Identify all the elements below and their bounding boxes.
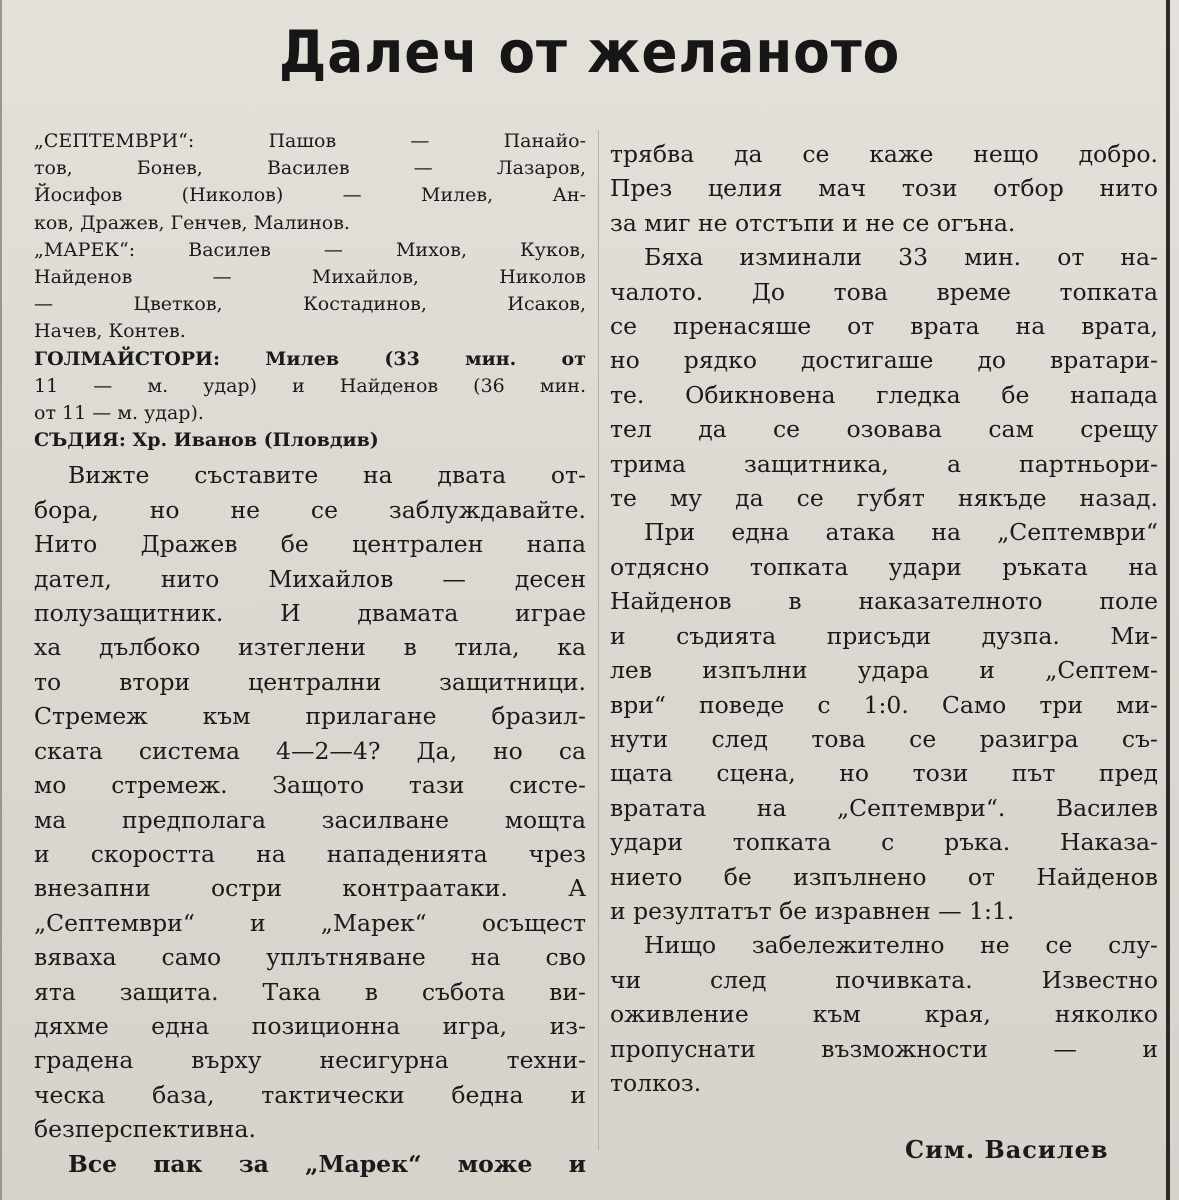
body-line: вяваха само уплътняване на сво [34, 943, 586, 972]
body-line: бора, но не се заблуждавайте. [34, 495, 586, 524]
lineup-line: тов, Бонев, Василев — Лазаров, [34, 157, 586, 180]
lineup-block [34, 128, 586, 454]
body-line: внезапни остри контраатаки. А [34, 874, 586, 903]
left-column [34, 128, 586, 1181]
headline: Далеч от желаното [278, 18, 901, 86]
body-line: оживление към края, няколко [610, 1000, 1158, 1029]
body-line: но рядко достигаше до вратари- [610, 346, 1158, 375]
lineup-line: Йосифов (Николов) — Милев, Ан- [34, 184, 586, 207]
body-line: чалото. До това време топката [610, 277, 1158, 306]
body-line: и резултатът бе изравнен — 1:1. [610, 896, 1015, 925]
lineup-line: Найденов — Михайлов, Николов [34, 266, 586, 289]
body-line: те. Обикновена гледка бе напада [610, 380, 1158, 409]
body-line: трима защитника, а партньори- [610, 449, 1158, 478]
body-line: ври“ поведе с 1:0. Само три ми- [610, 690, 1158, 719]
body-line: полузащитник. И двамата играе [34, 599, 586, 628]
scorers-line: ГОЛМАЙСТОРИ: Милев (33 мин. от [34, 347, 586, 370]
body-line: удари топката с ръка. Наказа- [610, 828, 1158, 857]
body-line: се пренасяше от врата на врата, [610, 312, 1158, 341]
body-line: Вижте съставите на двата от- [68, 461, 586, 490]
body-line: трябва да се каже нещо добро. [610, 140, 1158, 168]
body-line: През целия мач този отбор нито [610, 174, 1158, 203]
body-line: щата сцена, но този път пред [610, 759, 1158, 788]
body-line: нути след това се разигра съ- [610, 724, 1158, 753]
body-line: мо стремеж. Защото тази систе- [34, 771, 586, 800]
body-line: „Септември“ и „Марек“ осъщест [34, 908, 586, 937]
lineup-line: — Цветков, Костадинов, Исаков, [34, 293, 586, 316]
right-column-rule [1166, 0, 1170, 1200]
body-line: нието бе изпълнено от Найденов [610, 862, 1158, 891]
body-line: безперспективна. [34, 1115, 256, 1144]
body-line: дяхме една позиционна игра, из- [34, 1011, 586, 1040]
lineup-line: Начев, Контев. [34, 320, 186, 343]
body-line: тел да се озовава сам срещу [610, 415, 1158, 444]
scorers-line: 11 — м. удар) и Найденов (36 мин. [34, 374, 586, 397]
body-line: и съдията присъди дузпа. Ми- [610, 621, 1158, 650]
referee-line: СЪДИЯ: Хр. Иванов (Пловдив) [34, 429, 379, 452]
body-line: то втори централни защитници. [34, 667, 586, 696]
body-line: Все пак за „Марек“ може и [68, 1149, 586, 1178]
body-line: толкоз. [610, 1068, 702, 1097]
body-line: чи след почивката. Известно [610, 965, 1158, 994]
lineup-line: „МАРЕК“: Василев — Михов, Куков, [34, 238, 586, 261]
right-column [610, 137, 1158, 1100]
author-signature: Сим. Василев [905, 1135, 1109, 1164]
body-line: ческа база, тактически бедна и [34, 1080, 586, 1109]
lineup-line: ков, Дражев, Генчев, Малинов. [34, 211, 350, 234]
scorers-line: от 11 — м. удар). [34, 402, 204, 425]
body-line: ха дълбоко изтеглени в тила, ка [34, 633, 586, 662]
body-line: вратата на „Септември“. Василев [610, 793, 1158, 822]
body-line: пропуснати възможности — и [610, 1034, 1158, 1063]
body-line: При една атака на „Септември“ [644, 518, 1158, 547]
body-line: Нито Дражев бе централен напа [34, 530, 586, 559]
body-line: градена върху несигурна техни- [34, 1046, 586, 1075]
left-body-text [34, 458, 586, 1181]
left-edge-rule [0, 0, 2, 1200]
body-line: отдясно топката удари ръката на [610, 552, 1158, 581]
body-line: ята защита. Така в събота ви- [34, 977, 586, 1006]
lineup-line: „СЕПТЕМВРИ“: Пашов — Панайо- [34, 130, 586, 152]
body-line: Найденов в наказателното поле [610, 587, 1158, 616]
body-line: лев изпълни удара и „Септем- [610, 656, 1158, 685]
column-divider [598, 130, 599, 1150]
body-line: ската система 4—2—4? Да, но са [34, 736, 586, 765]
body-line: Стремеж към прилагане бразил- [34, 702, 586, 731]
body-line: ма предполага засилване мощта [34, 805, 586, 834]
body-line: за миг не отстъпи и не се огъна. [610, 208, 1016, 237]
body-line: Бяха изминали 33 мин. от на- [644, 243, 1158, 272]
body-line: те му да се губят някъде назад. [610, 484, 1158, 513]
body-line: дател, нито Михайлов — десен [34, 564, 586, 593]
body-line: Нищо забележително не се слу- [644, 931, 1158, 960]
body-line: и скоростта на нападенията чрез [34, 839, 586, 868]
